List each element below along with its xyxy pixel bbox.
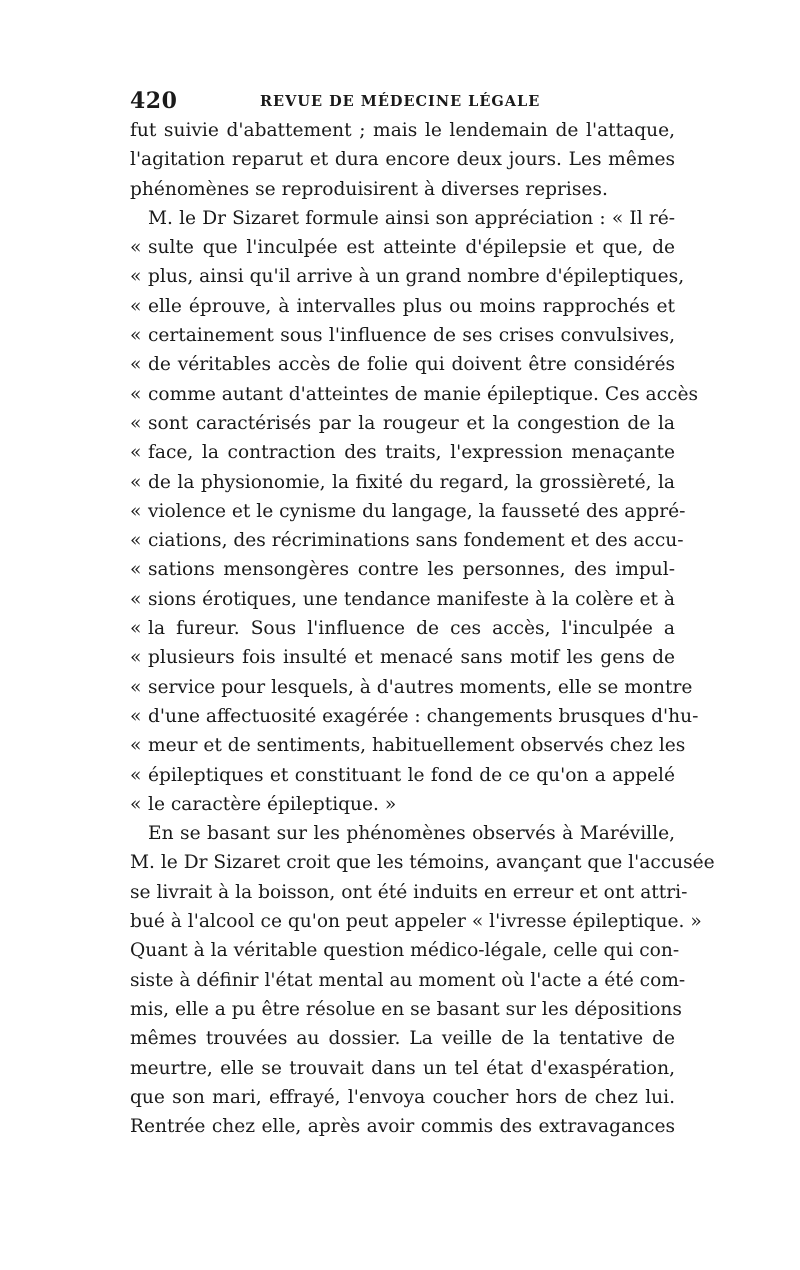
quoted-line — [130, 731, 686, 760]
quoted-line — [130, 438, 675, 467]
text-line: ciations, des récriminations sans fondement et des accu- — [148, 530, 684, 552]
text-line: le caractère épileptique. » — [148, 793, 397, 815]
quote-mark: « — [130, 764, 142, 786]
quote-mark: « — [130, 471, 142, 493]
text-line: de la physionomie, la fixité du regard, la grossièreté, la — [148, 471, 675, 493]
quote-mark: « — [130, 618, 142, 640]
text-line: sions érotiques, une tendance manifeste à la colère et à — [148, 588, 675, 610]
quoted-line — [130, 321, 675, 350]
text-line: plus, ainsi qu'il arrive à un grand nombre d'épileptiques, — [148, 266, 685, 288]
quoted-line — [130, 292, 675, 321]
quote-mark: « — [130, 735, 142, 757]
quote-mark: « — [130, 676, 142, 698]
quoted-line — [130, 702, 699, 731]
quote-mark: « — [130, 266, 142, 288]
text-line: sations mensongères contre les personnes, des impul- — [148, 559, 675, 581]
quoted-line — [130, 497, 686, 526]
text-line: meur et de sentiments, habituellement observés chez les — [148, 735, 686, 757]
text-line: fut suivie d'abattement ; mais le lendemain de l'attaque, — [130, 120, 675, 141]
text-line: service pour lesquels, à d'autres moments, elle se montre — [148, 676, 693, 698]
quoted-line — [130, 409, 675, 438]
text-line: l'agitation reparut et dura encore deux jours. Les mêmes — [130, 149, 675, 171]
text-line: face, la contraction des traits, l'expression menaçante — [148, 442, 675, 464]
text-line: Quant à la véritable question médico-légale, celle qui con- — [130, 940, 680, 962]
quoted-line — [130, 643, 675, 672]
text-line: de véritables accès de folie qui doivent être considérés — [148, 354, 675, 376]
quoted-line — [130, 673, 693, 702]
quoted-line — [130, 585, 675, 614]
text-line: sont caractérisés par la rougeur et la congestion de la — [148, 412, 675, 434]
quoted-line — [130, 526, 684, 555]
text-line: comme autant d'atteintes de manie épileptique. Ces accès — [148, 383, 698, 405]
text-line: M. le Dr Sizaret formule ainsi son appréciation : « Il ré- — [148, 207, 675, 229]
page-number: 420 — [130, 88, 178, 114]
quote-mark: « — [130, 559, 142, 581]
quote-mark: « — [130, 412, 142, 434]
text-line: mêmes trouvées au dossier. La veille de la tentative de — [130, 1028, 675, 1050]
running-title: REVUE DE MÉDECINE LÉGALE — [260, 93, 541, 110]
text-line: bué à l'alcool ce qu'on peut appeler « l'ivresse épileptique. » — [130, 911, 702, 933]
text-line: épileptiques et constituant le fond de ce qu'on a appelé — [148, 764, 675, 786]
text-line: siste à définir l'état mental au moment où l'acte a été com- — [130, 969, 686, 991]
quote-mark: « — [130, 588, 142, 610]
quoted-line — [130, 790, 675, 819]
quote-mark: « — [130, 647, 142, 669]
quoted-line — [130, 468, 675, 497]
text-line: M. le Dr Sizaret croit que les témoins, avançant que l'accusée — [130, 852, 715, 874]
text-line: certainement sous l'influence de ses crises convulsives, — [148, 325, 675, 347]
text-line: sulte que l'inculpée est atteinte d'épilepsie et que, de — [148, 237, 675, 259]
body-text — [130, 116, 715, 1141]
quote-mark: « — [130, 793, 142, 815]
quote-mark: « — [130, 530, 142, 552]
quoted-line — [130, 350, 675, 379]
quote-mark: « — [130, 354, 142, 376]
quote-mark: « — [130, 705, 142, 727]
quoted-line — [130, 380, 698, 409]
quote-mark: « — [130, 500, 142, 522]
text-line: d'une affectuosité exagérée : changements brusques d'hu- — [148, 705, 699, 727]
text-line: violence et le cynisme du langage, la fausseté des appré- — [148, 500, 686, 522]
quote-mark: « — [130, 442, 142, 464]
quoted-line — [130, 761, 675, 790]
text-line: se livrait à la boisson, ont été induits en erreur et ont attri- — [130, 881, 688, 903]
text-line: mis, elle a pu être résolue en se basant sur les dépositions — [130, 998, 682, 1020]
quoted-line — [130, 555, 675, 584]
text-line: En se basant sur les phénomènes observés à Maréville, — [148, 823, 675, 845]
quoted-line — [130, 614, 675, 643]
quoted-line — [130, 233, 675, 262]
text-line: plusieurs fois insulté et menacé sans motif les gens de — [148, 647, 675, 669]
text-line: la fureur. Sous l'influence de ces accès, l'inculpée a — [148, 618, 675, 640]
quote-mark: « — [130, 295, 142, 317]
text-line: elle éprouve, à intervalles plus ou moins rapprochés et — [148, 295, 675, 317]
text-line: phénomènes se reproduisirent à diverses reprises. — [130, 178, 608, 200]
quote-mark: « — [130, 383, 142, 405]
text-line: que son mari, effrayé, l'envoya coucher hors de chez lui. — [130, 1086, 675, 1108]
text-line: meurtre, elle se trouvait dans un tel état d'exaspération, — [130, 1057, 675, 1079]
quote-mark: « — [130, 325, 142, 347]
quote-mark: « — [130, 237, 142, 259]
page-header — [130, 88, 680, 118]
quoted-line — [130, 262, 685, 291]
text-line: Rentrée chez elle, après avoir commis des extravagances — [130, 1116, 675, 1138]
